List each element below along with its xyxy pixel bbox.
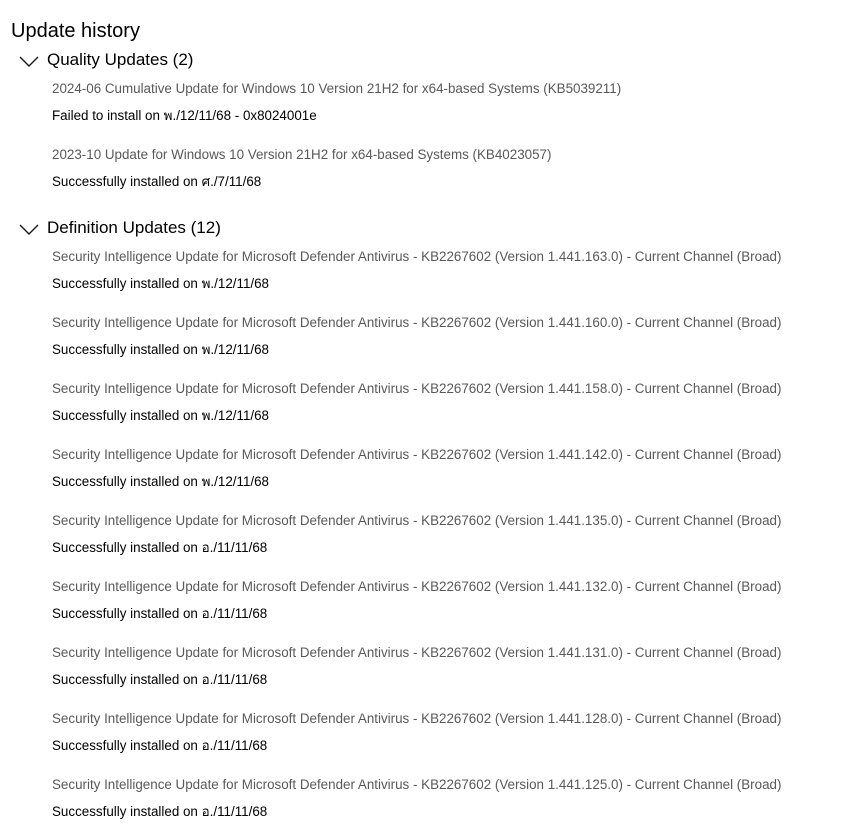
update-name-link[interactable]: Security Intelligence Update for Microsoft Defender Antivirus - KB2267602 (Version 1.441.160.0) - Current Channel (Broad): [52, 315, 782, 330]
chevron-down-icon: [18, 223, 40, 237]
update-item: [52, 248, 832, 293]
update-status: Successfully installed on พ./12/11/68: [52, 342, 270, 357]
update-status: Successfully installed on พ./12/11/68: [52, 474, 270, 489]
update-status: Successfully installed on อ./11/11/68: [52, 540, 268, 555]
update-name-link[interactable]: 2024-06 Cumulative Update for Windows 10 Version 21H2 for x64-based Systems (KB5039211): [52, 81, 622, 96]
chevron-down-icon: [18, 55, 40, 69]
update-item: [52, 710, 832, 755]
update-name-link[interactable]: Security Intelligence Update for Microsoft Defender Antivirus - KB2267602 (Version 1.441.158.0) - Current Channel (Broad): [52, 381, 782, 396]
update-name-link[interactable]: Security Intelligence Update for Microsoft Defender Antivirus - KB2267602 (Version 1.441.135.0) - Current Channel (Broad): [52, 513, 782, 528]
update-name-link[interactable]: Security Intelligence Update for Microsoft Defender Antivirus - KB2267602 (Version 1.441.128.0) - Current Channel (Broad): [52, 711, 782, 726]
page-title: Update history: [11, 20, 140, 42]
update-status: Successfully installed on พ./12/11/68: [52, 408, 270, 423]
update-status: Successfully installed on พ./12/11/68: [52, 276, 270, 291]
update-name-link[interactable]: Security Intelligence Update for Microsoft Defender Antivirus - KB2267602 (Version 1.441.142.0) - Current Channel (Broad): [52, 447, 782, 462]
update-name-link[interactable]: Security Intelligence Update for Microsoft Defender Antivirus - KB2267602 (Version 1.441.131.0) - Current Channel (Broad): [52, 645, 782, 660]
update-item: [52, 512, 832, 557]
group-title: Definition Updates (12): [47, 218, 221, 237]
update-status: Successfully installed on ศ./7/11/68: [52, 174, 262, 189]
update-item: [52, 146, 832, 191]
update-name-link[interactable]: 2023-10 Update for Windows 10 Version 21H2 for x64-based Systems (KB4023057): [52, 147, 552, 162]
update-item: [52, 314, 832, 359]
update-item: [52, 776, 832, 821]
update-item: [52, 578, 832, 623]
group-header-definition-updates[interactable]: [18, 216, 221, 240]
update-name-link[interactable]: Security Intelligence Update for Microsoft Defender Antivirus - KB2267602 (Version 1.441.125.0) - Current Channel (Broad): [52, 777, 782, 792]
update-status: Failed to install on พ./12/11/68 - 0x8024001e: [52, 108, 317, 123]
update-status: Successfully installed on อ./11/11/68: [52, 672, 268, 687]
update-status: Successfully installed on อ./11/11/68: [52, 804, 268, 819]
group-header-quality-updates[interactable]: [18, 48, 193, 72]
update-item: [52, 80, 832, 125]
update-name-link[interactable]: Security Intelligence Update for Microsoft Defender Antivirus - KB2267602 (Version 1.441.132.0) - Current Channel (Broad): [52, 579, 782, 594]
update-item: [52, 446, 832, 491]
update-status: Successfully installed on อ./11/11/68: [52, 606, 268, 621]
update-item: [52, 644, 832, 689]
update-status: Successfully installed on อ./11/11/68: [52, 738, 268, 753]
update-item: [52, 380, 832, 425]
update-name-link[interactable]: Security Intelligence Update for Microsoft Defender Antivirus - KB2267602 (Version 1.441.163.0) - Current Channel (Broad): [52, 249, 782, 264]
group-title: Quality Updates (2): [47, 50, 194, 69]
